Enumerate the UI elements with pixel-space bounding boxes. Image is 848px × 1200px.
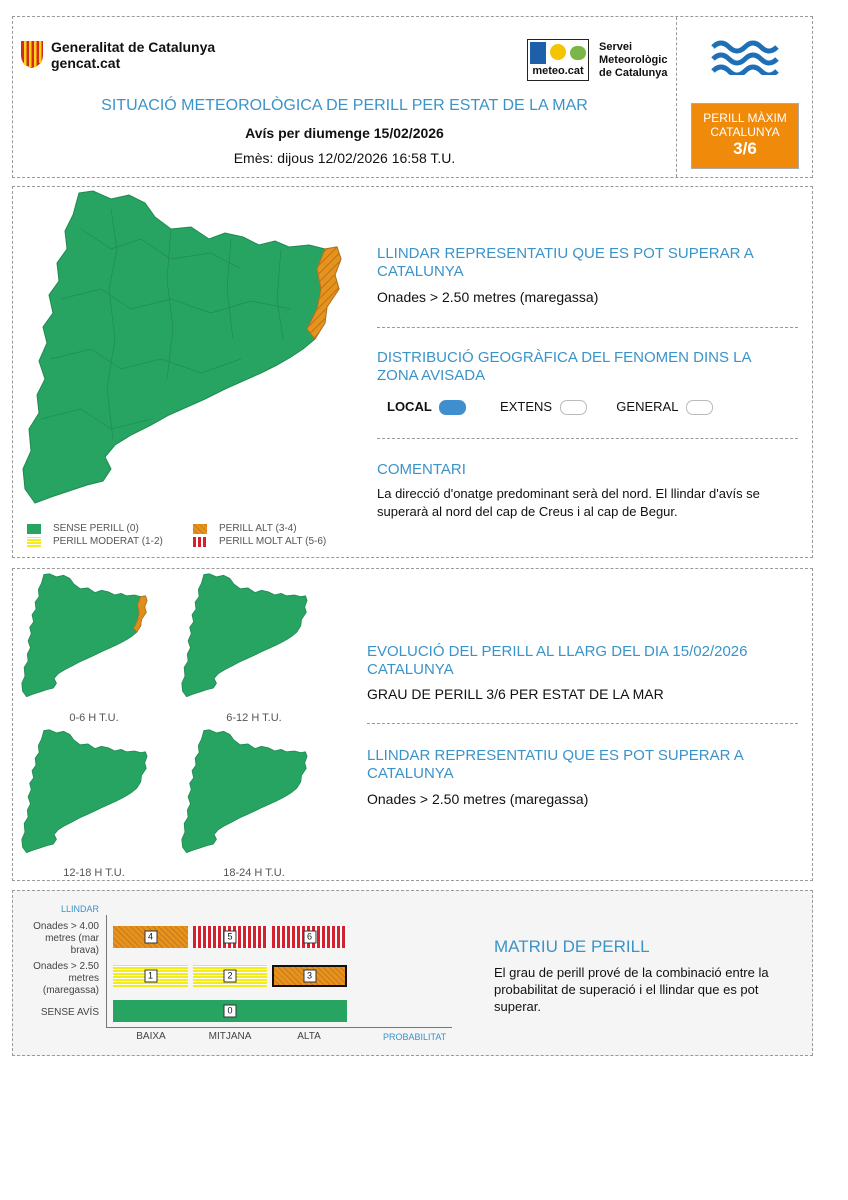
max-hazard-value: 3/6 <box>733 139 757 158</box>
legend-swatch-moderate <box>27 537 41 547</box>
legend-label-moderate: PERILL MODERAT (1-2) <box>53 536 163 547</box>
evolution-threshold-text: Onades > 2.50 metres (maregassa) <box>367 791 589 807</box>
legend-label-high: PERILL ALT (3-4) <box>219 523 297 534</box>
evolution-threshold-title: LLINDAR REPRESENTATIU QUE ES POT SUPERAR A CATALUNYA <box>367 747 743 782</box>
header-panel <box>12 16 813 178</box>
matrix-text: El grau de perill prové de la combinació entre la probabilitat de superació i el llindar que es pot superar. <box>494 965 769 1014</box>
threshold-title: LLINDAR REPRESENTATIU QUE ES POT SUPERAR A CATALUNYA <box>377 245 753 280</box>
evolution-map-0-6 <box>21 571 151 701</box>
row-label-none: SENSE AVÍS <box>40 1007 99 1018</box>
matrix-cell-2: 2 <box>193 965 267 987</box>
page-title: SITUACIÓ METEOROLÒGICA DE PERILL PER ESTAT DE LA MAR <box>101 97 588 114</box>
evolution-grade: GRAU DE PERILL 3/6 PER ESTAT DE LA MAR <box>367 686 664 702</box>
evolution-map-18-24 <box>181 727 311 857</box>
emes-date: Emès: dijous 12/02/2026 16:58 T.U. <box>233 150 456 166</box>
matrix-cell-4: 4 <box>113 926 188 948</box>
meteocat-logo <box>527 39 677 83</box>
legend-swatch-none <box>27 524 41 534</box>
max-hazard-badge <box>691 103 799 169</box>
max-hazard-label-2: CATALUNYA <box>710 125 780 139</box>
col-label-alta: ALTA <box>297 1031 321 1042</box>
evolution-map-caption-12-18: 12-18 H T.U. <box>63 867 125 879</box>
gencat-domain: gencat.cat <box>51 55 121 71</box>
legend-label-none: SENSE PERILL (0) <box>53 523 139 534</box>
matrix-cell-3-current: 3 <box>272 965 347 987</box>
row-label-mid: Onades > 2.50 metres (maregassa) <box>33 961 99 996</box>
evolution-panel <box>12 568 813 881</box>
llindar-label: LLINDAR <box>61 904 100 914</box>
legend-swatch-very-high <box>193 537 207 547</box>
cloud-icon <box>570 46 586 60</box>
dist-general-label: GENERAL <box>616 399 678 414</box>
meteocat-label: meteo.cat <box>532 65 584 77</box>
evolution-title: EVOLUCIÓ DEL PERILL AL LLARG DEL DIA 15/02/2026 CATALUNYA <box>367 643 748 678</box>
max-hazard-label-1: PERILL MÀXIM <box>703 111 787 125</box>
dist-local-label: LOCAL <box>387 399 432 414</box>
smc-line-1: Servei <box>599 41 633 53</box>
divider <box>377 438 798 439</box>
col-label-baixa: BAIXA <box>136 1031 166 1042</box>
matrix-cell-0: 0 <box>113 1000 347 1022</box>
distribution-title: DISTRIBUCIÓ GEOGRÀFICA DEL FENOMEN DINS LA ZONA AVISADA <box>377 349 751 384</box>
legend-swatch-high <box>193 524 207 534</box>
threshold-text: Onades > 2.50 metres (maregassa) <box>377 289 599 305</box>
comments-text: La direcció d'onatge predominant serà del nord. El llindar d'avís se superarà al nord del cap de Creus i al cap de Begur. <box>377 486 760 519</box>
matrix-panel <box>12 890 813 1056</box>
probabilitat-label: PROBABILITAT <box>383 1032 447 1042</box>
matrix-y-axis <box>106 915 107 1027</box>
evolution-map-6-12 <box>181 571 311 701</box>
sea-waves-icon <box>711 37 781 75</box>
legend-label-very-high: PERILL MOLT ALT (5-6) <box>219 536 327 547</box>
dist-extens-toggle <box>560 400 587 415</box>
distribution-options <box>387 399 713 415</box>
evolution-map-caption-0-6: 0-6 H T.U. <box>69 712 119 724</box>
divider <box>377 327 798 328</box>
matrix-cell-6: 6 <box>272 926 347 948</box>
catalonia-map <box>21 189 351 509</box>
divider <box>367 723 798 724</box>
evolution-map-caption-18-24: 18-24 H T.U. <box>223 867 285 879</box>
matrix-cell-1: 1 <box>113 965 188 987</box>
comments-title: COMENTARI <box>377 461 466 478</box>
matrix-cell-5: 5 <box>193 926 267 948</box>
gencat-emblem-icon <box>19 39 45 69</box>
evolution-map-caption-6-12: 6-12 H T.U. <box>226 712 282 724</box>
matrix-title: MATRIU DE PERILL <box>494 937 650 956</box>
avis-date: Avís per diumenge 15/02/2026 <box>245 125 444 141</box>
smc-line-3: de Catalunya <box>599 67 668 79</box>
row-label-high: Onades > 4.00 metres (mar brava) <box>33 921 99 956</box>
dist-general-toggle <box>686 400 713 415</box>
main-panel <box>12 186 813 558</box>
smc-line-2: Meteorològic <box>599 54 668 66</box>
dist-local-toggle <box>439 400 466 415</box>
dist-extens-label: EXTENS <box>500 399 553 414</box>
evolution-map-12-18 <box>21 727 151 857</box>
gencat-name: Generalitat de Catalunya <box>51 39 216 55</box>
matrix-x-axis <box>106 1027 452 1028</box>
col-label-mitjana: MITJANA <box>208 1031 252 1042</box>
meteocat-badge <box>527 39 589 81</box>
sun-icon <box>550 44 566 60</box>
